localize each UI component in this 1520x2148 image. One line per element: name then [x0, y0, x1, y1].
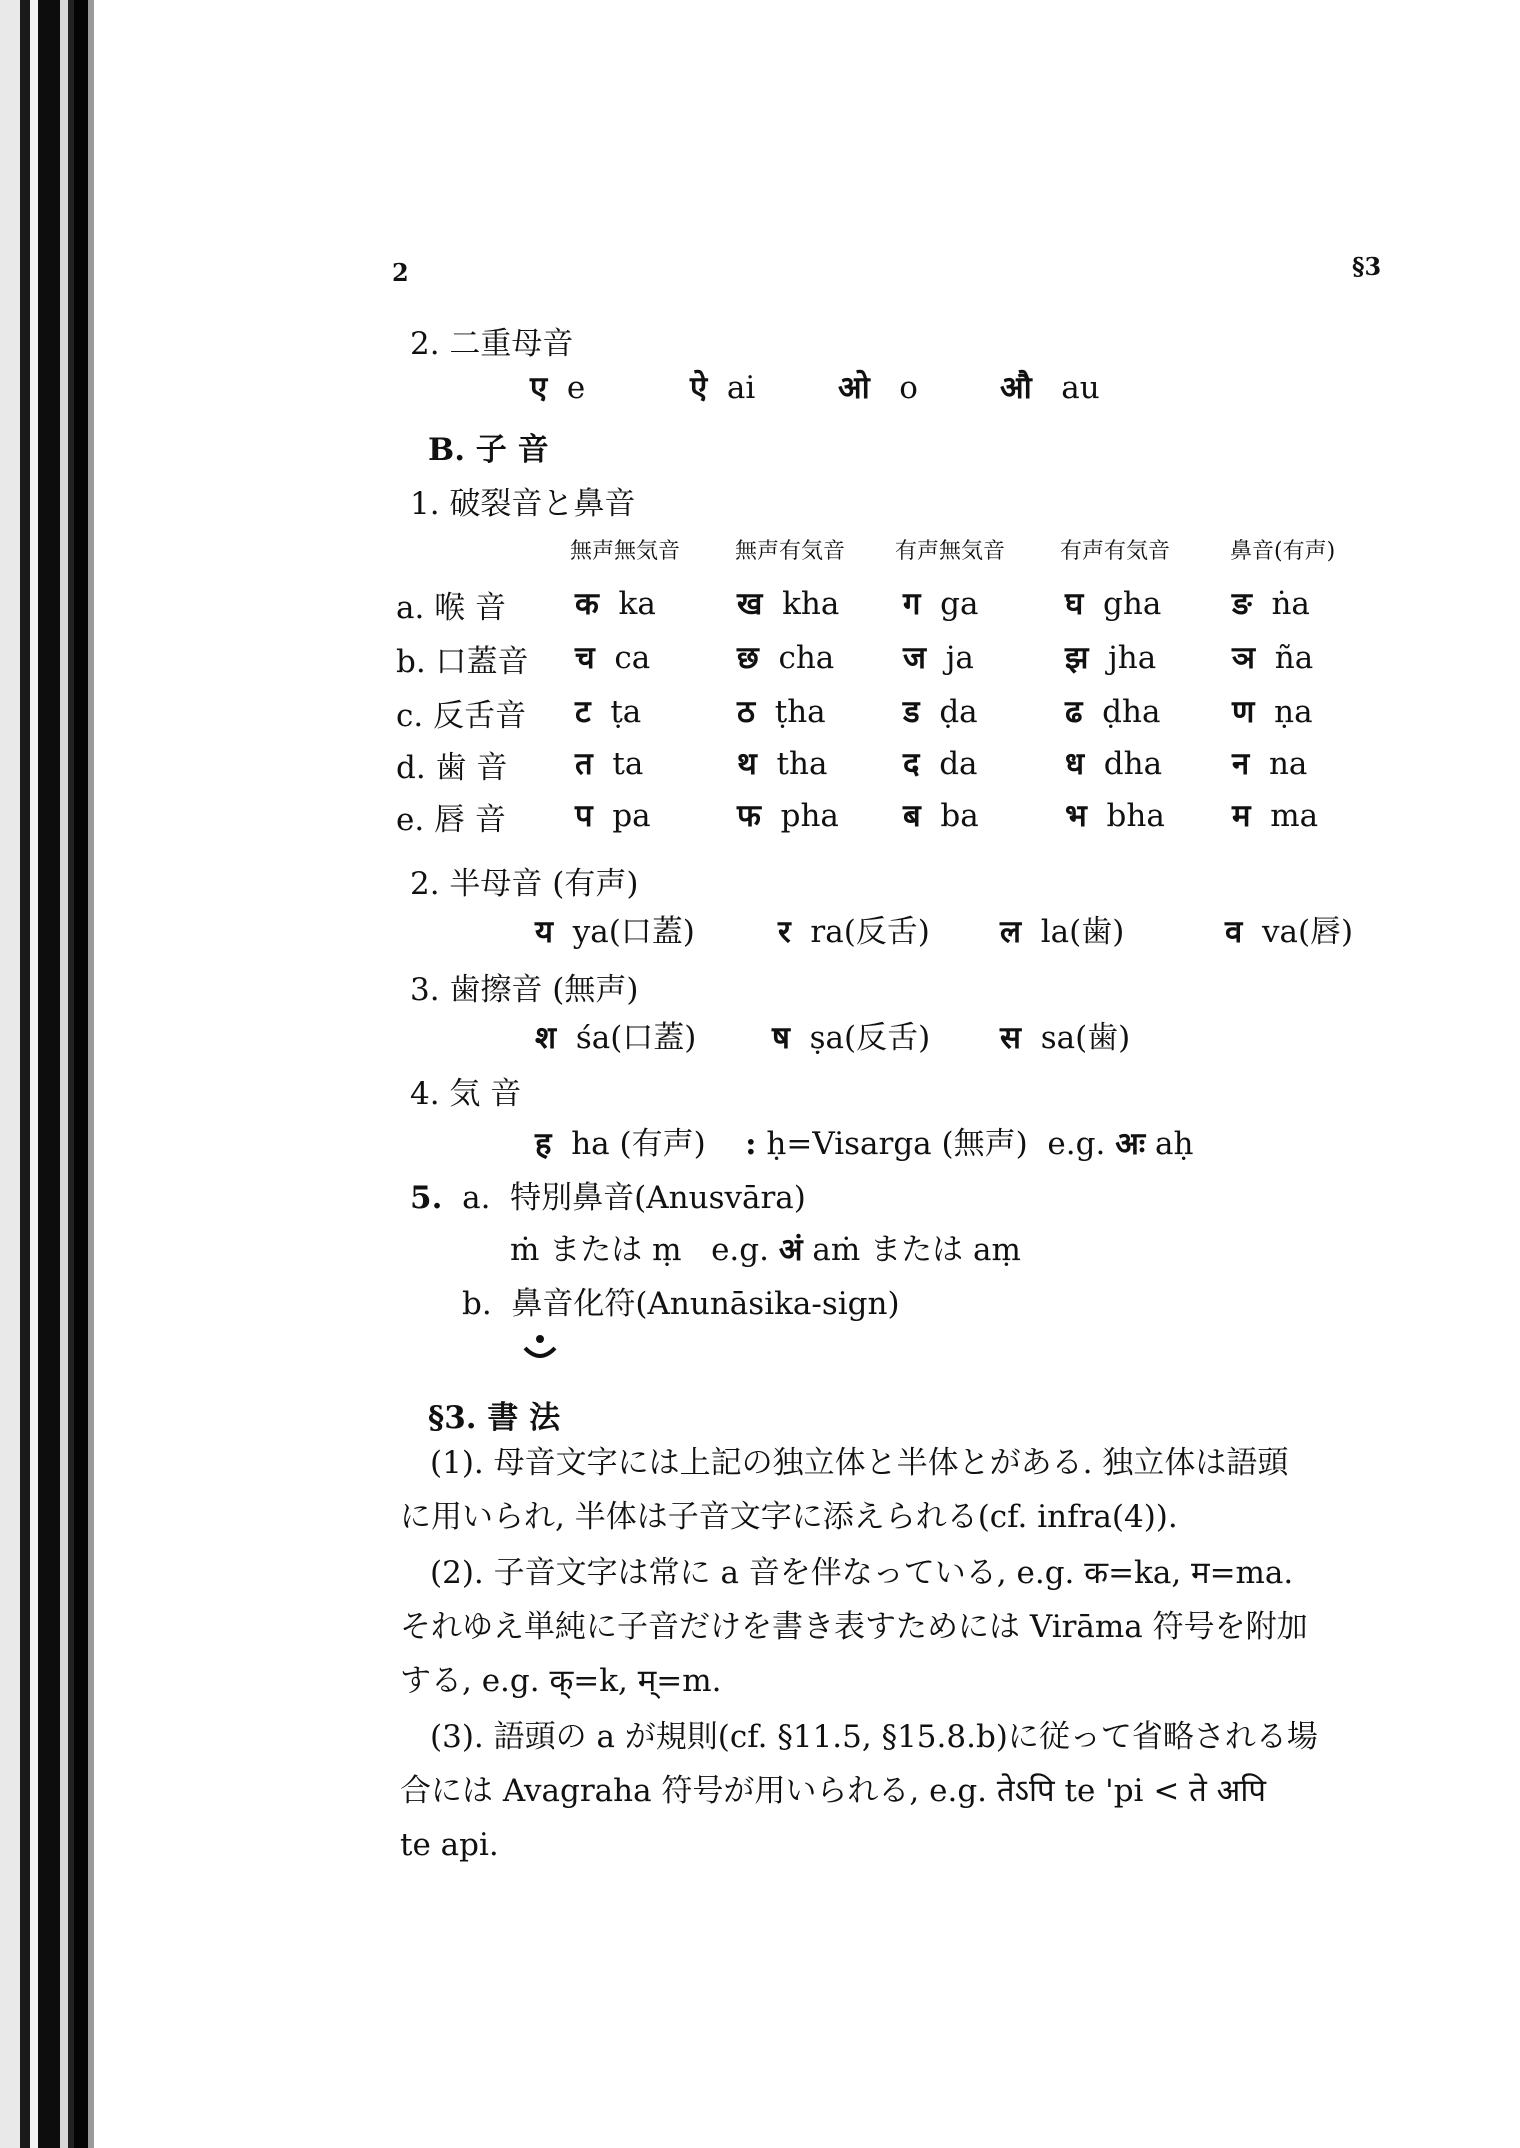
row-label: d. 歯 音 — [396, 750, 508, 786]
roman: ka — [618, 586, 656, 622]
roman: da — [939, 746, 978, 782]
paragraph-1 — [400, 1436, 1400, 1546]
roman: kha — [782, 586, 840, 622]
roman: ḍa — [939, 694, 978, 730]
running-section-ref: §3 — [1352, 252, 1382, 281]
roman: ṇa — [1274, 694, 1313, 730]
dev-glyph: व — [1225, 914, 1243, 950]
dev-glyph: छ — [737, 640, 759, 676]
text-line: (2). 子音文字は常に a 音を伴なっている, e.g. क=ka, म=ma. — [430, 1555, 1294, 1591]
row-label: c. 反舌音 — [396, 698, 527, 734]
roman: cha — [778, 640, 835, 676]
consonant-cell — [903, 690, 978, 732]
item-label: a. — [462, 1180, 491, 1216]
consonant-cell — [575, 636, 650, 678]
consonant-cell — [1065, 794, 1165, 836]
dev-glyph: ख — [737, 586, 763, 622]
roman: ṭha — [774, 694, 826, 730]
anunasika-heading — [462, 1278, 900, 1323]
dev-glyph: र — [778, 914, 791, 950]
dev-glyph: ङ — [1232, 586, 1252, 622]
text-line: に用いられ, 半体は子音文字に添えられる(cf. infra(4)). — [400, 1499, 1178, 1535]
dev-glyph: ओ — [838, 370, 870, 406]
roman: tha — [776, 746, 828, 782]
anunasika-sign — [520, 1330, 560, 1374]
consonant-cell — [575, 794, 651, 836]
dev-glyph: न — [1232, 746, 1250, 782]
consonant-cell — [575, 690, 641, 732]
consonant-cell — [1232, 636, 1313, 678]
roman: jha — [1108, 640, 1157, 676]
anusvara-title: 特別鼻音(Anusvāra) — [510, 1180, 806, 1216]
consonant-cell — [575, 742, 643, 784]
dev-glyph: म — [1232, 798, 1251, 834]
roman: ga — [940, 586, 979, 622]
row-label: e. 唇 音 — [396, 802, 506, 838]
anunasika-title: 鼻音化符(Anunāsika-sign) — [511, 1286, 900, 1322]
roman: ba — [940, 798, 979, 834]
roman: ḍha — [1102, 694, 1161, 730]
roman: pha — [780, 798, 839, 834]
semivowels-heading: 2. 半母音 (有声) — [410, 866, 639, 902]
dev-glyph: ट — [575, 694, 591, 730]
roman: pa — [612, 798, 651, 834]
consonant-cell — [737, 690, 826, 732]
eg-label: e.g. — [1047, 1126, 1106, 1162]
roman: dha — [1103, 746, 1163, 782]
roman: sa(歯) — [1040, 1020, 1131, 1056]
roman: o — [899, 370, 918, 406]
dev-glyph: अं — [778, 1232, 803, 1268]
consonant-cell — [1065, 636, 1156, 678]
dev-glyph: ज — [903, 640, 927, 676]
roman: e — [566, 370, 586, 406]
diphthong-ai — [690, 366, 755, 408]
dev-glyph: अः — [1115, 1126, 1146, 1162]
consonant-cell — [903, 742, 978, 784]
dev-glyph: ग — [903, 586, 921, 622]
diphthong-e — [530, 366, 585, 408]
roman: ṭa — [610, 694, 642, 730]
paragraph-2 — [400, 1546, 1400, 1710]
dev-glyph: थ — [737, 746, 757, 782]
semivowel-ra — [778, 906, 930, 952]
anusvara-line — [510, 1224, 1021, 1270]
dev-glyph: फ — [737, 798, 761, 834]
row-label: b. 口蓋音 — [396, 644, 529, 680]
roman: ṣa(反舌) — [809, 1020, 931, 1056]
item-label: b. — [462, 1286, 492, 1322]
dev-glyph: ब — [903, 798, 921, 834]
dev-glyph: घ — [1065, 586, 1084, 622]
roman: gha — [1103, 586, 1162, 622]
dev-glyph: ल — [1000, 914, 1022, 950]
consonant-cell — [1232, 794, 1318, 836]
row-label: a. 喉 音 — [396, 590, 507, 626]
dev-glyph: भ — [1065, 798, 1087, 834]
page-number: 2 — [392, 258, 409, 287]
roman: ña — [1274, 640, 1314, 676]
aspirate-heading: 4. 気 音 — [410, 1076, 522, 1112]
dev-glyph: स — [1000, 1020, 1021, 1056]
writing-heading: §3. 書 法 — [428, 1400, 561, 1436]
dev-glyph: त — [575, 746, 593, 782]
roman: śa(口蓋) — [575, 1020, 697, 1056]
diphthong-au — [1000, 366, 1100, 408]
consonants-heading: B. 子 音 — [428, 432, 549, 468]
dev-glyph: ञ — [1232, 640, 1256, 676]
consonant-cell — [737, 636, 834, 678]
roman: la(歯) — [1040, 914, 1125, 950]
roman: ta — [612, 746, 644, 782]
text-line: それゆえ単純に子音だけを書き表すためには Virāma 符号を附加 — [400, 1609, 1308, 1645]
column-header: 鼻音(有声) — [1230, 539, 1336, 564]
semivowel-va — [1225, 906, 1353, 952]
consonant-cell — [903, 794, 979, 836]
item-number: 5. — [410, 1180, 443, 1216]
consonant-cell — [1065, 742, 1162, 784]
dev-glyph: ऐ — [690, 370, 708, 406]
anusvara-forms: ṁ または ṃ — [510, 1232, 682, 1268]
semivowel-la — [1000, 906, 1124, 952]
roman: ma — [1270, 798, 1319, 834]
dev-glyph: ए — [530, 370, 548, 406]
dev-glyph: द — [903, 746, 920, 782]
ha-text: ha (有声) — [571, 1126, 706, 1162]
roman: ca — [614, 640, 651, 676]
column-header: 有声有気音 — [1060, 539, 1171, 564]
visarga-sign: : — [745, 1126, 757, 1162]
roman: ja — [945, 640, 974, 676]
dev-glyph: झ — [1065, 640, 1089, 676]
dev-glyph: ह — [535, 1126, 552, 1162]
dev-glyph: ठ — [737, 694, 756, 730]
dev-glyph: ध — [1065, 746, 1085, 782]
consonant-cell — [737, 794, 839, 836]
dev-glyph: ड — [903, 694, 920, 730]
consonant-cell — [737, 582, 839, 624]
roman: aḥ — [1155, 1126, 1194, 1162]
roman: ya(口蓋) — [572, 914, 695, 950]
column-header: 無声有気音 — [735, 539, 846, 564]
consonant-cell — [1232, 582, 1310, 624]
consonant-cell — [903, 636, 974, 678]
consonant-cell — [1232, 742, 1307, 784]
column-header: 有声無気音 — [895, 539, 1006, 564]
dev-glyph: ष — [772, 1020, 790, 1056]
paragraph-3 — [400, 1710, 1400, 1874]
text-line: (3). 語頭の a が規則(cf. §11.5, §15.8.b)に従って省略される場 — [430, 1719, 1318, 1755]
aspirate-line — [535, 1118, 1193, 1164]
consonant-cell — [737, 742, 827, 784]
sibilant-sha — [535, 1012, 696, 1058]
roman: va(唇) — [1261, 914, 1354, 950]
sibilant-ssa — [772, 1012, 930, 1058]
roman: ṅa — [1271, 586, 1310, 622]
consonant-cell — [575, 582, 656, 624]
roman: aṁ または aṃ — [812, 1232, 1021, 1268]
stops-heading: 1. 破裂音と鼻音 — [410, 486, 636, 522]
sibilant-sa — [1000, 1012, 1130, 1058]
column-header: 無声無気音 — [570, 539, 681, 564]
consonant-cell — [1065, 690, 1160, 732]
special-heading — [410, 1172, 806, 1217]
dev-glyph: क — [575, 586, 599, 622]
diphthongs-heading: 2. 二重母音 — [410, 326, 574, 362]
consonant-cell — [1232, 690, 1313, 732]
dev-glyph: प — [575, 798, 593, 834]
visarga-text: ḥ=Visarga (無声) — [766, 1126, 1028, 1162]
text-line: te api. — [400, 1827, 499, 1863]
dev-glyph: ढ — [1065, 694, 1083, 730]
book-binding-edge — [0, 0, 110, 2148]
text-line: 合には Avagraha 符号が用いられる, e.g. तेऽपि te 'pi < ते अपि — [400, 1773, 1266, 1809]
semivowel-ya — [535, 906, 695, 952]
dev-glyph: औ — [1000, 370, 1032, 406]
sibilants-heading: 3. 歯擦音 (無声) — [410, 972, 639, 1008]
dev-glyph: ण — [1232, 694, 1255, 730]
roman: ra(反舌) — [810, 914, 930, 950]
roman: bha — [1106, 798, 1165, 834]
dev-glyph: श — [535, 1020, 557, 1056]
text-line: する, e.g. क्=k, म्=m. — [400, 1663, 722, 1699]
roman: ai — [726, 370, 756, 406]
dev-glyph: च — [575, 640, 595, 676]
text-line: (1). 母音文字には上記の独立体と半体とがある. 独立体は語頭 — [430, 1445, 1289, 1481]
diphthong-o — [838, 366, 918, 408]
eg-label: e.g. — [711, 1232, 769, 1268]
roman: na — [1268, 746, 1308, 782]
dev-glyph: य — [535, 914, 553, 950]
consonant-cell — [1065, 582, 1161, 624]
consonant-cell — [903, 582, 979, 624]
candrabindu-icon — [520, 1330, 560, 1370]
roman: au — [1061, 370, 1100, 406]
